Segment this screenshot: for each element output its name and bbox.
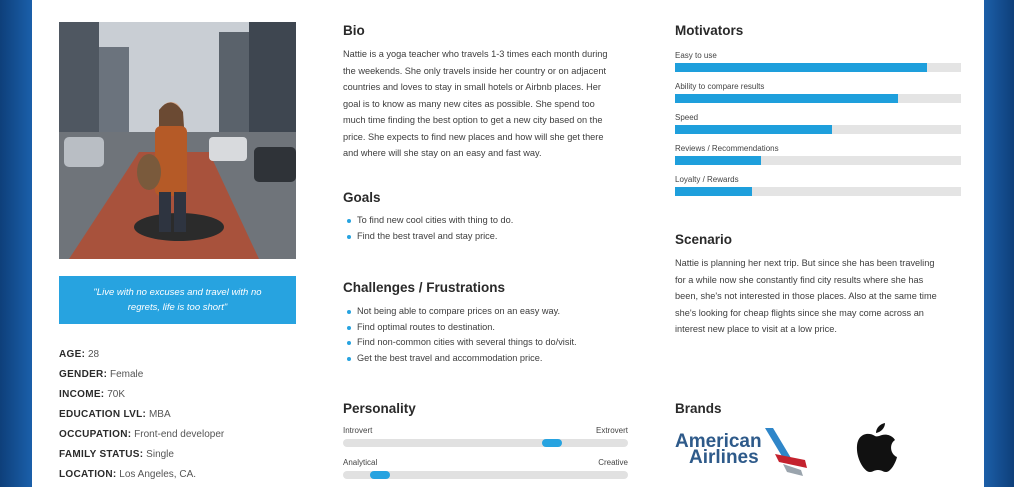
bio-title: Bio (343, 23, 365, 38)
bio-line: price. She expects to find new places and how will she get there (343, 131, 604, 142)
fact-value: 28 (87, 349, 100, 360)
bio-line: goal is to know as many new cites as possible. She spend too (343, 98, 595, 109)
bio-line: and where will she stay on an easy and fast way. (343, 148, 542, 158)
fact-value: 70K (107, 389, 126, 400)
motivator-label: Ability to compare results (675, 82, 765, 91)
list-item: Find optimal routes to destination. (347, 320, 637, 336)
persona-facts (59, 348, 299, 487)
bio-text (343, 46, 643, 162)
motivator-label: Loyalty / Rewards (675, 175, 739, 184)
trait-slider-track (343, 471, 628, 479)
trait-slider-knob (370, 471, 390, 479)
fact-key: INCOME: (59, 389, 105, 400)
motivator-bar-fill (675, 187, 752, 196)
fact-age (59, 348, 299, 368)
motivator-label: Reviews / Recommendations (675, 144, 779, 153)
persona-quote: "Live with no excuses and travel with no regrets, life is too short" (59, 276, 296, 324)
motivator-bar-track (675, 187, 961, 196)
fact-value: Front-end developer (134, 429, 225, 440)
list-item: Find non-common cities with several things to do/visit. (347, 335, 637, 351)
fact-value: Los Angeles, CA. (119, 469, 197, 480)
motivator-bar-track (675, 125, 961, 134)
motivator-compare-results (675, 81, 961, 103)
trait-slider-track (343, 439, 628, 447)
trait-right-label: Creative (598, 458, 628, 467)
bio-line: countries and loves to stay in small hotels or Airbnb places. Her (343, 82, 601, 92)
trait-left-label: Introvert (343, 426, 373, 435)
fact-value: Single (146, 449, 174, 460)
fact-family-status (59, 448, 299, 468)
list-item: Not being able to compare prices on an easy way. (347, 304, 637, 320)
scenario-line: been, she's not interested in those places. Also at the same time (675, 291, 937, 301)
motivators-title: Motivators (675, 23, 744, 38)
motivator-bar-fill (675, 125, 832, 134)
goals-title: Goals (343, 190, 381, 205)
motivator-reviews (675, 143, 961, 165)
fact-key: AGE: (59, 349, 86, 360)
list-item: To find new cool cities with thing to do. (347, 213, 637, 229)
fact-education (59, 408, 299, 428)
trait-slider-knob (542, 439, 562, 447)
bio-line: the weekends. She only travels inside her country or on adjacent (343, 65, 607, 76)
personality-trait-analytical-creative (343, 458, 628, 479)
fact-value: MBA (148, 409, 171, 420)
persona-photo (59, 22, 296, 259)
american-airlines-wordmark: American Airlines (675, 431, 762, 468)
motivator-loyalty (675, 174, 961, 196)
motivator-label: Easy to use (675, 51, 717, 60)
persona-card (32, 0, 984, 487)
motivator-label: Speed (675, 113, 699, 122)
trait-left-label: Analytical (343, 458, 378, 467)
street-photo-image (59, 22, 296, 259)
scenario-line: she's looking for cheap flights since she may come across an (675, 307, 924, 318)
fact-key: EDUCATION LVL: (59, 409, 147, 420)
american-airlines-flight-symbol-icon (761, 428, 811, 476)
american-airlines-logo (675, 428, 815, 476)
list-item: Find the best travel and stay price. (347, 229, 637, 245)
fact-key: LOCATION: (59, 469, 117, 480)
scenario-line: for a while now she constantly find city results where she has (675, 274, 924, 285)
scenario-line: Nattie is planning her next trip. But since she has been traveling (675, 258, 935, 268)
fact-value: Female (110, 369, 144, 380)
motivator-easy-to-use (675, 50, 961, 72)
motivator-bar-track (675, 156, 961, 165)
fact-income (59, 388, 299, 408)
scenario-text (675, 255, 975, 338)
list-item: Get the best travel and accommodation price. (347, 351, 637, 367)
goals-list (347, 213, 637, 244)
fact-occupation (59, 428, 299, 448)
fact-key: FAMILY STATUS: (59, 449, 144, 460)
motivator-bar-fill (675, 94, 898, 103)
motivator-bar-track (675, 94, 961, 103)
personality-title: Personality (343, 401, 416, 416)
scenario-line: interest new place to visit at a low price. (675, 324, 837, 334)
apple-logo-icon (852, 422, 898, 474)
motivator-bar-fill (675, 63, 927, 72)
fact-gender (59, 368, 299, 388)
bio-line: Nattie is a yoga teacher who travels 1-3 times each month during (343, 49, 608, 59)
scenario-title: Scenario (675, 232, 733, 247)
bio-line: much time finding the best option to get a new city based on the (343, 115, 603, 125)
motivator-speed (675, 112, 961, 134)
motivator-bar-fill (675, 156, 761, 165)
challenges-title: Challenges / Frustrations (343, 280, 506, 295)
trait-right-label: Extrovert (595, 426, 628, 435)
motivator-bar-track (675, 63, 961, 72)
fact-location (59, 468, 299, 487)
brands-title: Brands (675, 401, 722, 416)
fact-key: OCCUPATION: (59, 429, 132, 440)
personality-trait-introvert-extrovert (343, 426, 628, 447)
challenges-list (347, 304, 637, 366)
fact-key: GENDER: (59, 369, 108, 380)
